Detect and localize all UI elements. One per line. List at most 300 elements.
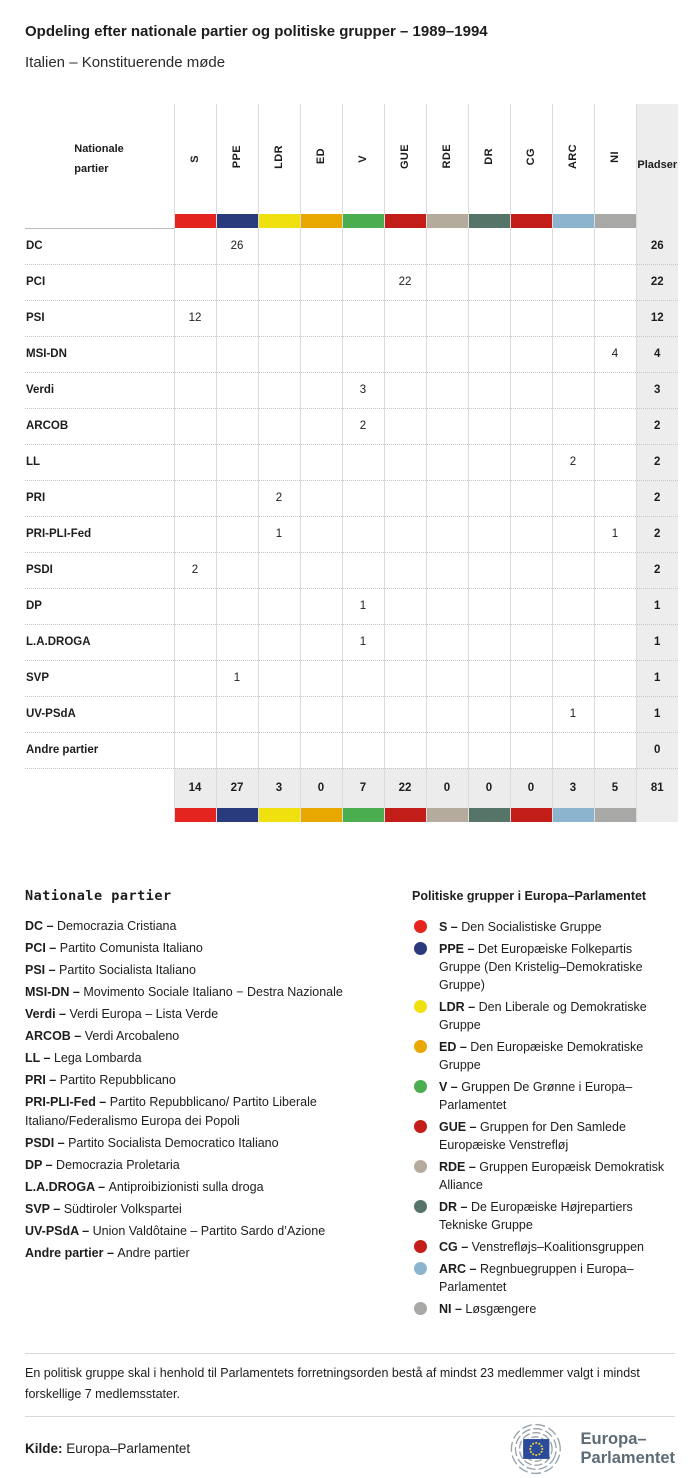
- seats-column-header: Pladser: [636, 104, 678, 228]
- group-color-bar-bottom: [552, 808, 594, 822]
- party-label: ARCOB: [25, 408, 174, 444]
- seat-cell: 2: [552, 444, 594, 480]
- table-header-row: [25, 104, 678, 214]
- seat-cell: [426, 444, 468, 480]
- row-total-cell: 3: [636, 372, 678, 408]
- group-column-header: PPE: [216, 104, 258, 214]
- legend-item: SVP – Südtiroler Volkspartei: [25, 1201, 182, 1216]
- group-column-header: ED: [300, 104, 342, 214]
- seat-cell: [384, 408, 426, 444]
- seat-cell: [258, 444, 300, 480]
- seat-cell: [384, 300, 426, 336]
- party-label: LL: [25, 444, 174, 480]
- seat-cell: [426, 300, 468, 336]
- seat-cell: [426, 732, 468, 768]
- row-total-cell: 2: [636, 552, 678, 588]
- seat-cell: [342, 336, 384, 372]
- grand-total-cell: 81: [636, 768, 678, 808]
- group-color-dot-icon: [414, 1302, 427, 1315]
- group-color-dot-icon: [414, 1262, 427, 1275]
- seat-cell: [594, 408, 636, 444]
- seat-cell: [384, 660, 426, 696]
- legend-item: PPE – Det Europæiske Folkepartis Gruppe (Den Kristelig–Demokratiske Gruppe): [412, 940, 675, 994]
- seat-cell: [510, 516, 552, 552]
- group-color-bar: [552, 214, 594, 228]
- seat-cell: [258, 624, 300, 660]
- seat-cell: [342, 732, 384, 768]
- group-column-header: NI: [594, 104, 636, 214]
- seat-cell: [594, 372, 636, 408]
- seat-cell: [300, 660, 342, 696]
- party-row: [25, 516, 678, 552]
- group-column-header: V: [342, 104, 384, 214]
- seat-cell: [174, 264, 216, 300]
- national-parties-legend-heading: Nationale partier: [25, 887, 172, 904]
- political-groups-legend: [412, 888, 675, 1322]
- party-label: L.A.DROGA: [25, 624, 174, 660]
- seat-cell: [300, 588, 342, 624]
- source-row: [25, 1417, 675, 1478]
- legend-item: DR – De Europæiske Højrepartiers Tekniske Gruppe: [412, 1198, 675, 1234]
- legend-item: UV-PSdA – Union Valdôtaine – Partito Sardo d’Azione: [25, 1223, 326, 1238]
- group-color-dot-icon: [414, 1200, 427, 1213]
- column-total-cell: 5: [594, 768, 636, 808]
- row-total-cell: 12: [636, 300, 678, 336]
- party-row: [25, 732, 678, 768]
- seat-cell: [468, 732, 510, 768]
- seat-cell: [174, 588, 216, 624]
- row-total-cell: 1: [636, 660, 678, 696]
- legend-item: RDE – Gruppen Europæisk Demokratisk Alliance: [412, 1158, 675, 1194]
- group-color-dot-icon: [414, 1080, 427, 1093]
- group-color-bar: [258, 214, 300, 228]
- legend-item: NI – Løsgængere: [412, 1300, 675, 1318]
- party-row: [25, 696, 678, 732]
- seat-cell: [258, 588, 300, 624]
- group-color-bar-bottom: [426, 808, 468, 822]
- group-color-bar: [510, 214, 552, 228]
- group-column-header: GUE: [384, 104, 426, 214]
- seat-cell: [384, 588, 426, 624]
- seat-cell: [174, 696, 216, 732]
- seat-cell: [384, 336, 426, 372]
- seat-cell: [216, 408, 258, 444]
- legend-item: PRI – Partito Repubblicano: [25, 1072, 176, 1087]
- legend-item: DC – Democrazia Cristiana: [25, 918, 177, 933]
- seat-cell: [216, 300, 258, 336]
- seat-cell: [300, 696, 342, 732]
- seat-cell: [384, 732, 426, 768]
- seat-cell: [468, 336, 510, 372]
- group-color-bar: [300, 214, 342, 228]
- party-row: [25, 552, 678, 588]
- legend-item: Andre partier – Andre partier: [25, 1245, 190, 1260]
- group-color-bar-bottom: [384, 808, 426, 822]
- row-total-cell: 4: [636, 336, 678, 372]
- seat-cell: [510, 660, 552, 696]
- seat-cell: [174, 228, 216, 264]
- seat-cell: [510, 408, 552, 444]
- row-total-cell: 2: [636, 444, 678, 480]
- group-color-dot-icon: [414, 1240, 427, 1253]
- row-total-cell: 2: [636, 480, 678, 516]
- row-total-cell: 22: [636, 264, 678, 300]
- seat-cell: 1: [342, 624, 384, 660]
- seat-cell: [426, 588, 468, 624]
- seat-cell: [552, 336, 594, 372]
- seats-column-footer-bg: [636, 808, 678, 822]
- seat-cell: [552, 300, 594, 336]
- group-color-dot-icon: [414, 920, 427, 933]
- party-row: [25, 624, 678, 660]
- seat-cell: [216, 516, 258, 552]
- political-groups-legend-heading: Politiske grupper i Europa–Parlamentet: [412, 888, 647, 903]
- column-total-cell: 0: [300, 768, 342, 808]
- page-title: Opdeling efter nationale partier og politiske grupper – 1989–1994: [25, 23, 488, 40]
- seat-cell: [384, 552, 426, 588]
- seat-cell: [468, 228, 510, 264]
- seat-cell: [300, 300, 342, 336]
- seat-cell: [342, 228, 384, 264]
- seat-cell: [552, 372, 594, 408]
- party-row: [25, 372, 678, 408]
- row-total-cell: 1: [636, 624, 678, 660]
- group-color-dot-icon: [414, 1000, 427, 1013]
- group-color-bar-bottom: [594, 808, 636, 822]
- party-label: DP: [25, 588, 174, 624]
- seat-cell: [384, 228, 426, 264]
- seat-cell: [216, 588, 258, 624]
- legend-item: ED – Den Europæiske Demokratiske Gruppe: [412, 1038, 675, 1074]
- party-row: [25, 480, 678, 516]
- seat-cell: [426, 228, 468, 264]
- seat-cell: [258, 408, 300, 444]
- legend-item: PCI – Partito Comunista Italiano: [25, 940, 203, 955]
- party-label: DC: [25, 228, 174, 264]
- party-label: PSI: [25, 300, 174, 336]
- seat-cell: [426, 408, 468, 444]
- group-color-bar-bottom: [258, 808, 300, 822]
- party-row: [25, 336, 678, 372]
- group-color-bar: [174, 214, 216, 228]
- seat-cell: [300, 444, 342, 480]
- seat-cell: [552, 660, 594, 696]
- seat-cell: [384, 480, 426, 516]
- seat-cell: [216, 444, 258, 480]
- seat-cell: [174, 732, 216, 768]
- seat-cell: [594, 624, 636, 660]
- seat-cell: [510, 696, 552, 732]
- group-color-bar-bottom: [342, 808, 384, 822]
- seat-cell: [174, 624, 216, 660]
- seat-cell: [510, 552, 552, 588]
- seat-cell: [216, 696, 258, 732]
- seat-cell: [426, 624, 468, 660]
- party-row: [25, 408, 678, 444]
- seat-cell: [342, 696, 384, 732]
- party-label: SVP: [25, 660, 174, 696]
- party-label: UV-PSdA: [25, 696, 174, 732]
- seat-cell: [552, 264, 594, 300]
- seat-cell: [468, 444, 510, 480]
- party-label: PRI-PLI-Fed: [25, 516, 174, 552]
- seat-cell: [258, 732, 300, 768]
- seat-cell: [300, 372, 342, 408]
- source-label: Kilde:: [25, 1441, 63, 1456]
- seat-cell: [174, 336, 216, 372]
- seat-cell: [300, 408, 342, 444]
- seat-cell: [342, 300, 384, 336]
- seat-cell: [342, 660, 384, 696]
- seat-cell: [468, 408, 510, 444]
- seats-table: [25, 104, 678, 822]
- group-color-bar-bottom: [510, 808, 552, 822]
- seat-cell: 4: [594, 336, 636, 372]
- seat-cell: [468, 264, 510, 300]
- seat-cell: [342, 552, 384, 588]
- group-column-header: S: [174, 104, 216, 214]
- seat-cell: [594, 228, 636, 264]
- legend-item: GUE – Gruppen for Den Samlede Europæiske Venstrefløj: [412, 1118, 675, 1154]
- seat-cell: [510, 588, 552, 624]
- bottom-bar-spacer: [25, 808, 174, 822]
- seat-cell: 12: [174, 300, 216, 336]
- seat-cell: [216, 732, 258, 768]
- seat-cell: 1: [258, 516, 300, 552]
- column-total-cell: 0: [510, 768, 552, 808]
- seat-cell: [216, 264, 258, 300]
- seat-cell: [468, 624, 510, 660]
- legend-item: LDR – Den Liberale og Demokratiske Gruppe: [412, 998, 675, 1034]
- seat-cell: [594, 660, 636, 696]
- seat-cell: [426, 480, 468, 516]
- seat-cell: [426, 552, 468, 588]
- seat-cell: [258, 552, 300, 588]
- source-line: [25, 1441, 190, 1456]
- page: [0, 22, 700, 1474]
- seat-cell: [426, 660, 468, 696]
- seat-cell: 2: [258, 480, 300, 516]
- corner-header: Nationale partier: [74, 143, 124, 175]
- seat-cell: [216, 336, 258, 372]
- seat-cell: [468, 516, 510, 552]
- legend-item: PSDI – Partito Socialista Democratico Italiano: [25, 1135, 279, 1150]
- seat-cell: [510, 480, 552, 516]
- party-label: PSDI: [25, 552, 174, 588]
- footnote: En politisk gruppe skal i henhold til Parlamentets forretningsorden bestå af mindst 23 medlemmer valgt i mindst forskellige 7 medlemsstater.: [25, 1365, 640, 1401]
- seat-cell: [258, 300, 300, 336]
- seat-cell: [426, 264, 468, 300]
- seat-cell: [300, 336, 342, 372]
- group-color-dot-icon: [414, 942, 427, 955]
- seat-cell: 1: [342, 588, 384, 624]
- seat-cell: [510, 300, 552, 336]
- seat-cell: 2: [342, 408, 384, 444]
- row-total-cell: 26: [636, 228, 678, 264]
- column-total-cell: 22: [384, 768, 426, 808]
- seat-cell: [174, 480, 216, 516]
- legend-item: DP – Democrazia Proletaria: [25, 1157, 180, 1172]
- seat-cell: [552, 552, 594, 588]
- seat-cell: [174, 660, 216, 696]
- seat-cell: [552, 228, 594, 264]
- seat-cell: [384, 696, 426, 732]
- seat-cell: [174, 444, 216, 480]
- legend-item: S – Den Socialistiske Gruppe: [412, 918, 675, 936]
- seat-cell: [426, 336, 468, 372]
- seat-cell: [552, 588, 594, 624]
- totals-row-spacer: [25, 768, 174, 808]
- seat-cell: [258, 660, 300, 696]
- seat-cell: [552, 732, 594, 768]
- seat-cell: [510, 228, 552, 264]
- seat-cell: [258, 696, 300, 732]
- source-value: Europa–Parlamentet: [66, 1441, 191, 1456]
- seat-cell: [258, 228, 300, 264]
- group-color-bar: [216, 214, 258, 228]
- group-color-bar-bottom: [468, 808, 510, 822]
- corner-underline: [25, 214, 174, 228]
- seat-cell: [300, 480, 342, 516]
- group-color-bar: [384, 214, 426, 228]
- column-total-cell: 3: [258, 768, 300, 808]
- totals-row: [25, 768, 678, 808]
- seat-cell: [594, 480, 636, 516]
- seat-cell: [216, 552, 258, 588]
- group-color-dot-icon: [414, 1160, 427, 1173]
- legend-item: MSI-DN – Movimento Sociale Italiano − Destra Nazionale: [25, 984, 343, 999]
- column-total-cell: 0: [468, 768, 510, 808]
- seat-cell: [510, 336, 552, 372]
- seat-cell: [384, 444, 426, 480]
- group-column-header: CG: [510, 104, 552, 214]
- group-color-bar: [594, 214, 636, 228]
- seat-cell: [342, 516, 384, 552]
- legend-item: L.A.DROGA – Antiproibizionisti sulla droga: [25, 1179, 264, 1194]
- group-column-header: ARC: [552, 104, 594, 214]
- seat-cell: [510, 264, 552, 300]
- seat-cell: [468, 696, 510, 732]
- seat-cell: [216, 480, 258, 516]
- seat-cell: [510, 444, 552, 480]
- seat-cell: [174, 408, 216, 444]
- seat-cell: [594, 732, 636, 768]
- seat-cell: [468, 300, 510, 336]
- group-color-bar-bottom: [216, 808, 258, 822]
- row-total-cell: 2: [636, 408, 678, 444]
- group-color-dot-icon: [414, 1120, 427, 1133]
- seat-cell: 2: [174, 552, 216, 588]
- row-total-cell: 1: [636, 696, 678, 732]
- legend-item: Verdi – Verdi Europa – Lista Verde: [25, 1006, 219, 1021]
- seat-cell: [384, 372, 426, 408]
- legends: [25, 888, 675, 1322]
- party-label: MSI-DN: [25, 336, 174, 372]
- seat-cell: 1: [216, 660, 258, 696]
- legend-item: ARC – Regnbuegruppen i Europa–Parlamentet: [412, 1260, 675, 1296]
- seat-cell: [300, 264, 342, 300]
- seat-cell: [384, 624, 426, 660]
- seat-cell: [342, 480, 384, 516]
- party-row: [25, 228, 678, 264]
- seat-cell: 22: [384, 264, 426, 300]
- group-color-bar-row: [25, 214, 678, 228]
- seat-cell: [468, 480, 510, 516]
- group-color-bar-bottom: [174, 808, 216, 822]
- party-label: PRI: [25, 480, 174, 516]
- legend-item: V – Gruppen De Grønne i Europa–Parlamentet: [412, 1078, 675, 1114]
- seat-cell: [258, 372, 300, 408]
- group-column-header: LDR: [258, 104, 300, 214]
- party-label: Verdi: [25, 372, 174, 408]
- seat-cell: [594, 552, 636, 588]
- seat-cell: [594, 300, 636, 336]
- seat-cell: [384, 516, 426, 552]
- seat-cell: [300, 732, 342, 768]
- seat-cell: [594, 444, 636, 480]
- seat-cell: [594, 264, 636, 300]
- seat-cell: [510, 372, 552, 408]
- group-color-bar: [342, 214, 384, 228]
- column-total-cell: 0: [426, 768, 468, 808]
- column-total-cell: 7: [342, 768, 384, 808]
- party-row: [25, 660, 678, 696]
- seat-cell: [552, 624, 594, 660]
- column-total-cell: 3: [552, 768, 594, 808]
- seat-cell: [258, 336, 300, 372]
- party-label: Andre partier: [25, 732, 174, 768]
- seat-cell: [468, 552, 510, 588]
- logo-text: Europa– Parlamentet: [580, 1429, 675, 1467]
- legend-item: PRI-PLI-Fed – Partito Repubblicano/ Partito Liberale Italiano/Federalismo Europa dei Popoli: [25, 1094, 317, 1128]
- seat-cell: [594, 696, 636, 732]
- legend-item: CG – Venstrefløjs–Koalitionsgruppen: [412, 1238, 675, 1256]
- seat-cell: [342, 264, 384, 300]
- party-row: [25, 444, 678, 480]
- row-total-cell: 1: [636, 588, 678, 624]
- row-total-cell: 0: [636, 732, 678, 768]
- seat-cell: [426, 372, 468, 408]
- seat-cell: [216, 372, 258, 408]
- group-column-header: RDE: [426, 104, 468, 214]
- column-total-cell: 27: [216, 768, 258, 808]
- seat-cell: [300, 552, 342, 588]
- seat-cell: [216, 624, 258, 660]
- group-color-bar-bottom: [300, 808, 342, 822]
- seat-cell: [468, 372, 510, 408]
- group-color-bar-bottom-row: [25, 808, 678, 822]
- seat-cell: 1: [594, 516, 636, 552]
- seat-cell: 26: [216, 228, 258, 264]
- hemicycle-eu-flag-icon: [496, 1421, 572, 1477]
- page-subtitle: Italien – Konstituerende møde: [25, 54, 226, 71]
- seat-cell: [342, 444, 384, 480]
- seat-cell: [468, 588, 510, 624]
- seat-cell: [426, 696, 468, 732]
- seat-cell: [300, 624, 342, 660]
- seat-cell: [552, 480, 594, 516]
- seat-cell: [510, 624, 552, 660]
- group-column-header: DR: [468, 104, 510, 214]
- seat-cell: [300, 516, 342, 552]
- seat-cell: [258, 264, 300, 300]
- seat-cell: [300, 228, 342, 264]
- seat-cell: 3: [342, 372, 384, 408]
- national-parties-legend: [25, 888, 397, 1322]
- row-total-cell: 2: [636, 516, 678, 552]
- seat-cell: [552, 408, 594, 444]
- seat-cell: [174, 516, 216, 552]
